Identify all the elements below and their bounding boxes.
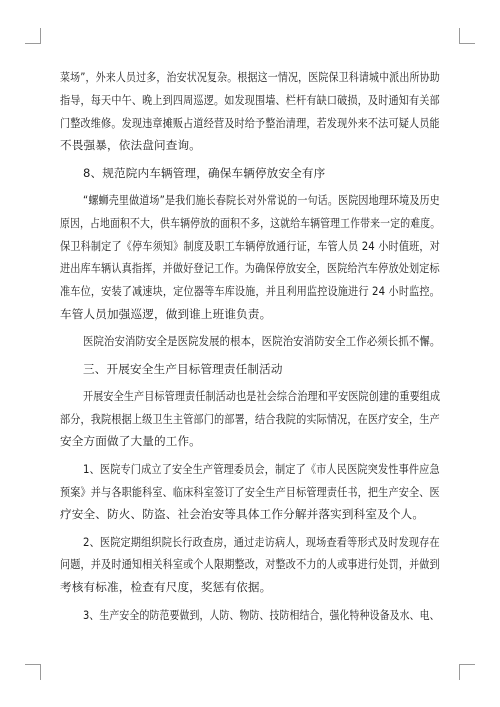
- crop-mark-bottom-left-v: [40, 664, 41, 680]
- crop-mark-top-left-h: [25, 43, 41, 44]
- paragraph-fire-safety: [60, 330, 440, 353]
- document-body: [60, 66, 440, 631]
- crop-mark-bottom-right-h: [459, 664, 475, 665]
- text-line: 准车位，安装了减速块，定位器等车库设施，并且利用监控设施进行 24 小时监控。: [60, 284, 440, 299]
- text-line: 三、开展安全生产目标管理责任制活动: [83, 361, 283, 376]
- text-line: 门整改维修。发现违章摊贩占道经营及时给予整治清理，若发现外来不法可疑人员能: [60, 115, 440, 130]
- crop-mark-bottom-right-v: [459, 664, 460, 680]
- text-line: 8、规范院内车辆管理，确保车辆停放安全有序: [83, 165, 326, 180]
- text-line: 医院治安消防安全是医院发展的根本，医院治安消防安全工作必须长抓不懈。: [83, 334, 441, 349]
- text-line: 进出库车辆认真指挥，并做好登记工作。为确保停放安全，医院给汽车停放处划定标: [60, 261, 440, 276]
- text-line: 保卫科制定了《停车须知》制度及职工车辆停放通行证，车管人员 24 小时值班，对: [60, 238, 440, 253]
- text-line: “螺蛳壳里做道场”是我们施长春院长对外常说的一句话。医院因地理环境及历史: [83, 192, 440, 207]
- paragraph-target-management: [60, 385, 440, 453]
- text-line: 问题，并及时通知相关科室或个人限期整改，对整改不力的人或事进行处罚，并做到: [60, 557, 440, 572]
- crop-mark-top-left-v: [40, 28, 41, 44]
- crop-mark-top-right-v: [459, 28, 460, 44]
- text-line: 预案》并与各职能科室、临床科室签订了安全生产目标管理责任书，把生产安全、医: [60, 484, 440, 499]
- heading-section-three: [60, 358, 440, 381]
- text-line: 1、医院专门成立了安全生产管理委员会，制定了《市人民医院突发性事件应急: [83, 461, 440, 476]
- text-line: 2、医院定期组织院长行政查房，通过走访病人，现场查看等形式及时发现存在: [83, 534, 440, 549]
- text-line: 车管人员加强巡逻，做到谁上班谁负责。: [60, 306, 272, 321]
- text-line: 开展安全生产目标管理责任制活动也是社会综合治理和平安医院创建的重要组成: [83, 388, 441, 403]
- crop-mark-bottom-left-h: [25, 664, 41, 665]
- text-line: 菜场”，外来人员过多，治安状况复杂。根据这一情况，医院保卫科请城中派出所协助: [60, 70, 440, 84]
- text-line: 疗安全、防火、防盗、社会治安等具体工作分解并落实到科室及个人。: [60, 507, 425, 522]
- text-line: 原因，占地面积不大，供车辆停放的面积不多，这就给车辆管理工作带来一定的难度。: [60, 215, 441, 230]
- heading-vehicle-management: [60, 162, 440, 185]
- text-line: 指导，每天中午、晚上到四周巡逻。如发现围墙、栏杆有缺口破损，及时通知有关部: [60, 92, 440, 107]
- paragraph-item-two: [60, 531, 440, 599]
- text-line: 考核有标准，检查有尺度，奖惩有依据。: [60, 580, 272, 595]
- paragraph-item-three: [60, 604, 440, 627]
- text-line: 安全方面做了大量的工作。: [60, 434, 201, 449]
- text-line: 部分，我院根据上级卫生主管部门的部署，结合我院的实际情况，在医疗安全，生产: [60, 411, 440, 426]
- paragraph-vehicle-management: [60, 189, 440, 326]
- paragraph-item-one: [60, 458, 440, 526]
- crop-mark-top-right-h: [459, 43, 475, 44]
- text-line: 3、生产安全的防范要做到，人防、物防、技防相结合，强化特种设备及水、电、: [83, 607, 440, 622]
- text-line: 不畏强暴，依法盘问查询。: [60, 138, 201, 153]
- paragraph-market-security: [60, 66, 440, 157]
